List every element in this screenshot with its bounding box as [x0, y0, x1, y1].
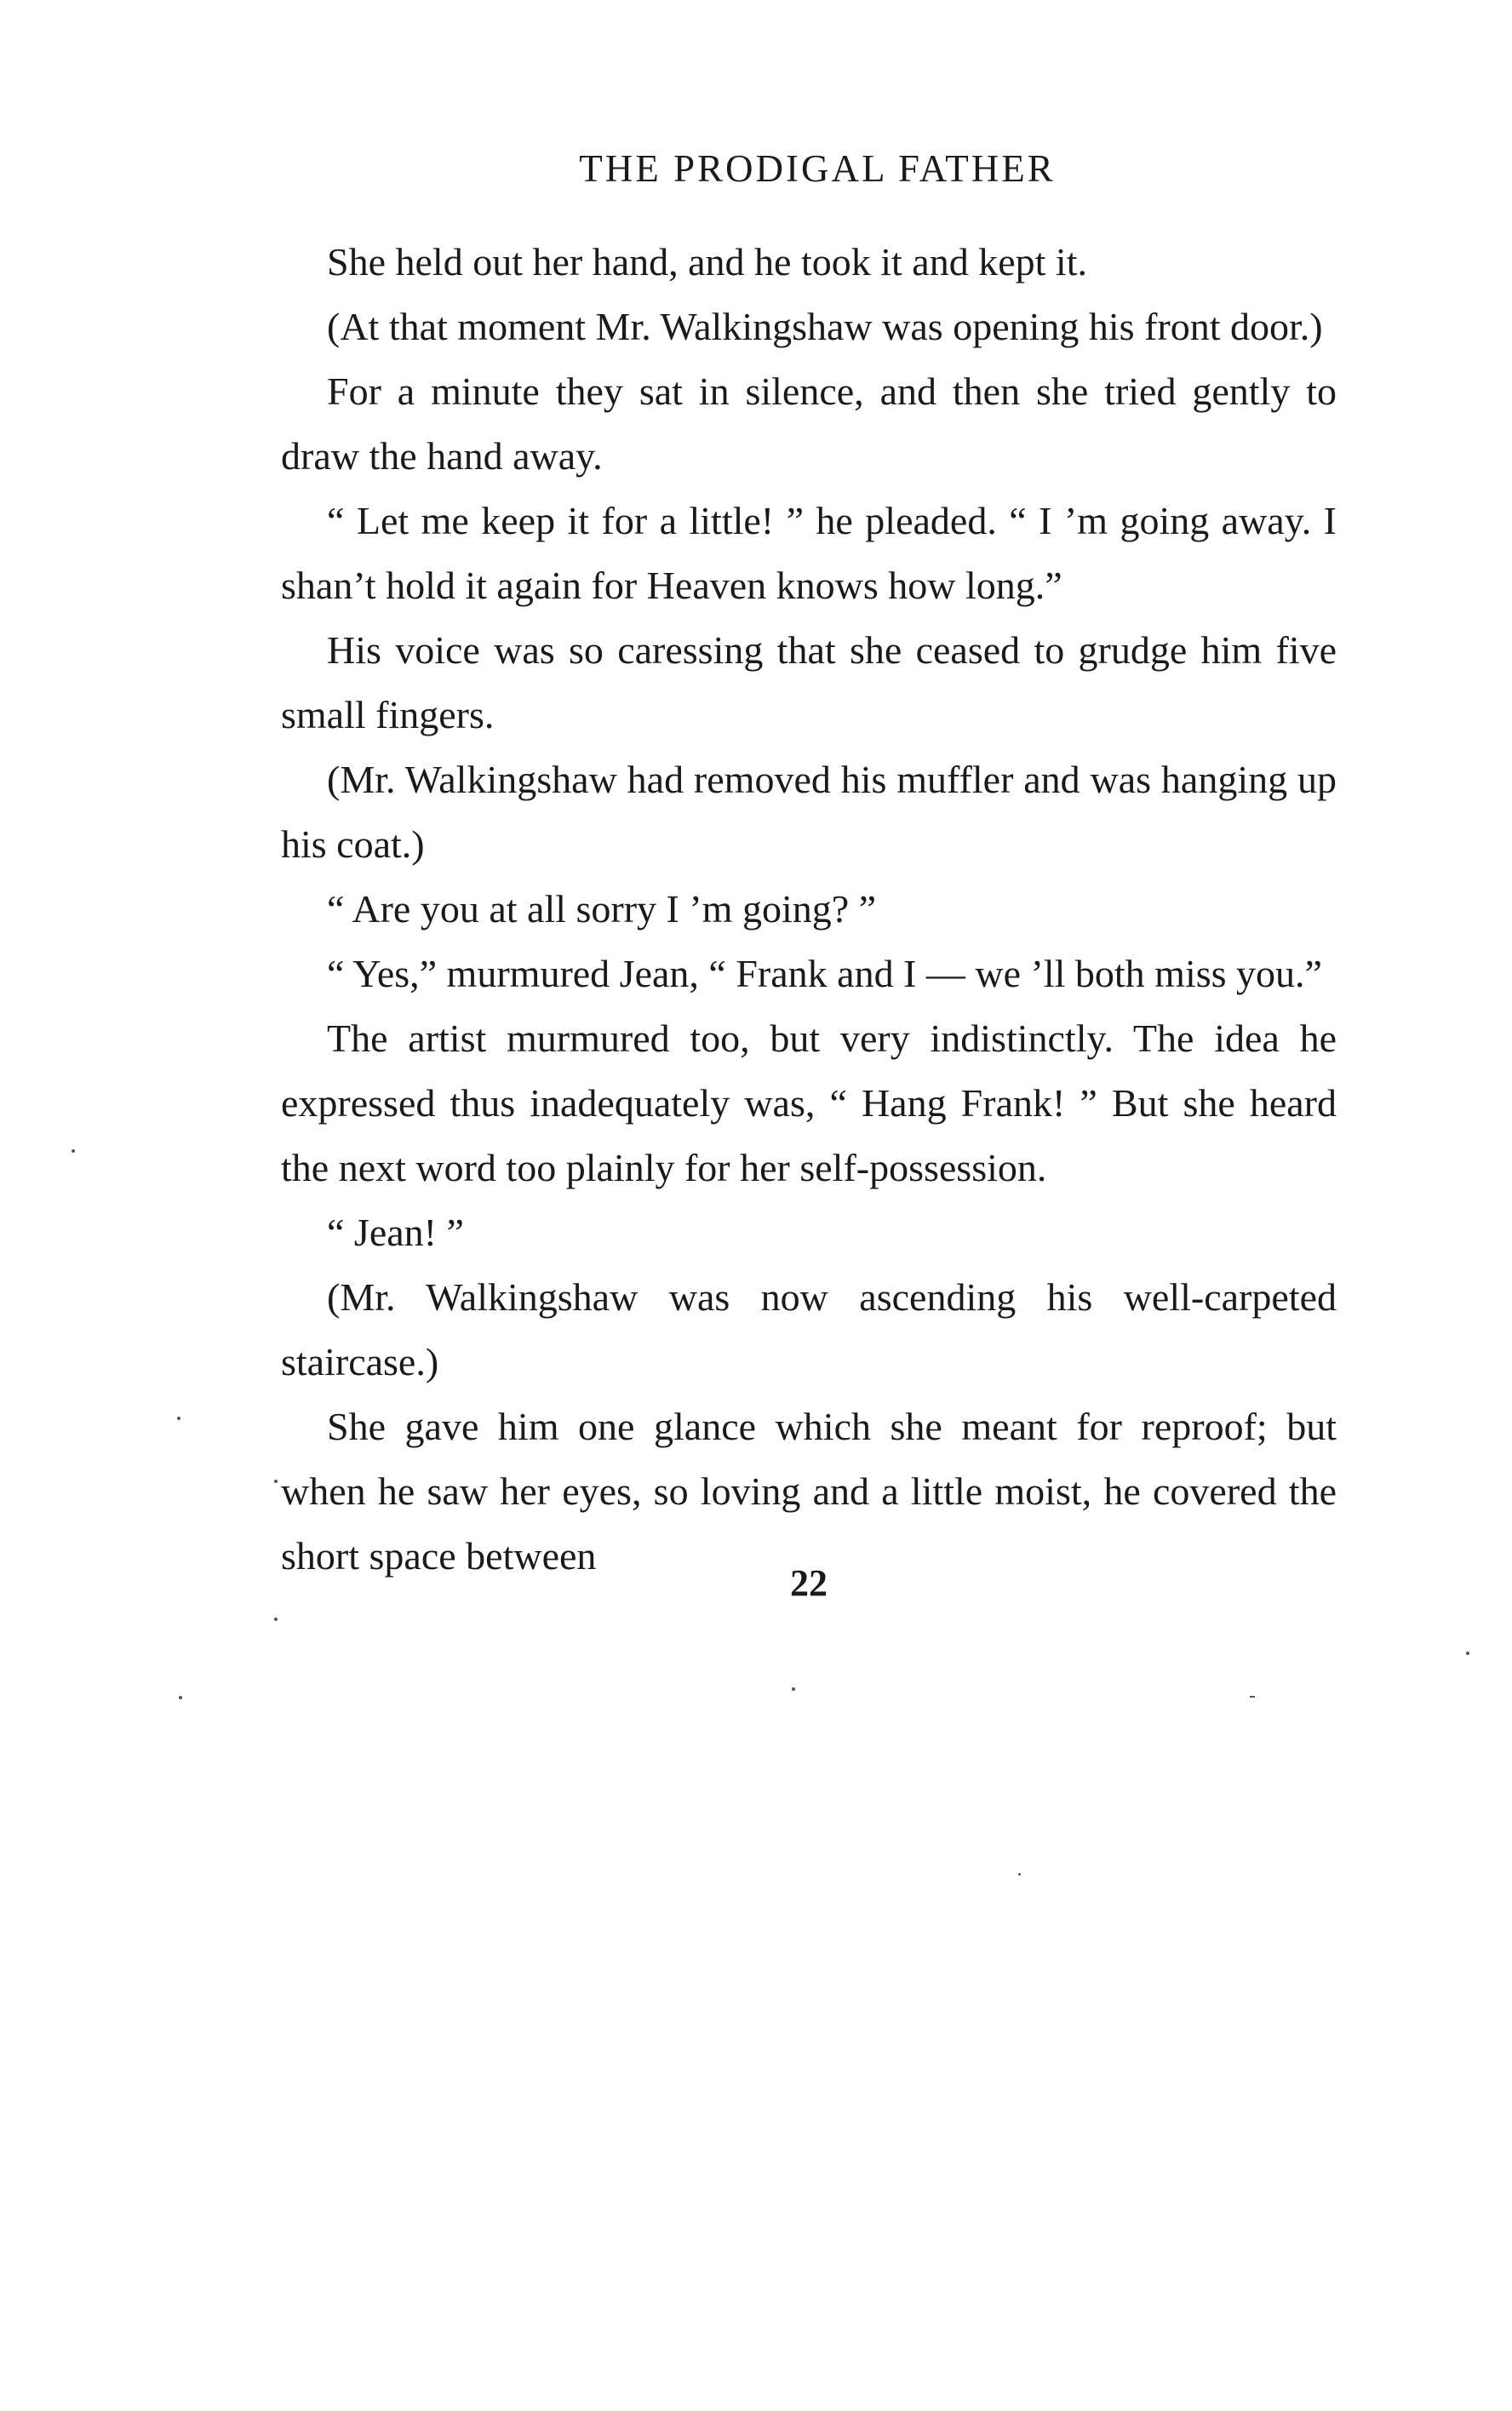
paragraph: “ Yes,” murmured Jean, “ Frank and I — we ’ll both miss you.” [327, 952, 1322, 995]
page-number: 22 [790, 1562, 828, 1604]
scan-speck [274, 1480, 278, 1483]
scan-speck [1466, 1652, 1469, 1655]
scan-speck [792, 1687, 795, 1691]
running-head-title: THE PRODIGAL FATHER [579, 147, 1056, 190]
scan-speck [1250, 1696, 1255, 1698]
paragraph: (Mr. Walkingshaw had removed his muffler and was hanging up his coat.) [281, 758, 1337, 866]
scan-speck [72, 1149, 75, 1153]
paragraph: She held out her hand, and he took it and kept it. [327, 240, 1087, 283]
paragraph: “ Let me keep it for a little! ” he pleaded. “ I ’m going away. I shan’t hold it again for Heaven knows how long.” [281, 499, 1337, 607]
paragraph: “ Jean! ” [327, 1211, 464, 1254]
paragraph: For a minute they sat in silence, and then she tried gently to draw the hand away. [281, 369, 1337, 478]
paragraph: “ Are you at all sorry I ’m going? ” [327, 887, 877, 931]
paragraph: (Mr. Walkingshaw was now ascending his well-carpeted staircase.) [281, 1275, 1337, 1383]
scan-speck [177, 1417, 180, 1420]
scan-speck [274, 1618, 278, 1621]
paragraph: (At that moment Mr. Walkingshaw was opening his front door.) [327, 305, 1323, 348]
body-text [281, 230, 1337, 1589]
paragraph: The artist murmured too, but very indistinctly. The idea he expressed thus inadequately was, “ Hang Frank! ” But she heard the next word too plainly for her self-possession. [281, 1017, 1337, 1189]
scan-speck [179, 1696, 182, 1699]
scan-speck [1018, 1873, 1021, 1876]
paragraph: His voice was so caressing that she ceased to grudge him five small fingers. [281, 628, 1337, 736]
paragraph: She gave him one glance which she meant for reproof; but when he saw her eyes, so loving and a little moist, he covered the short space between [281, 1405, 1337, 1578]
